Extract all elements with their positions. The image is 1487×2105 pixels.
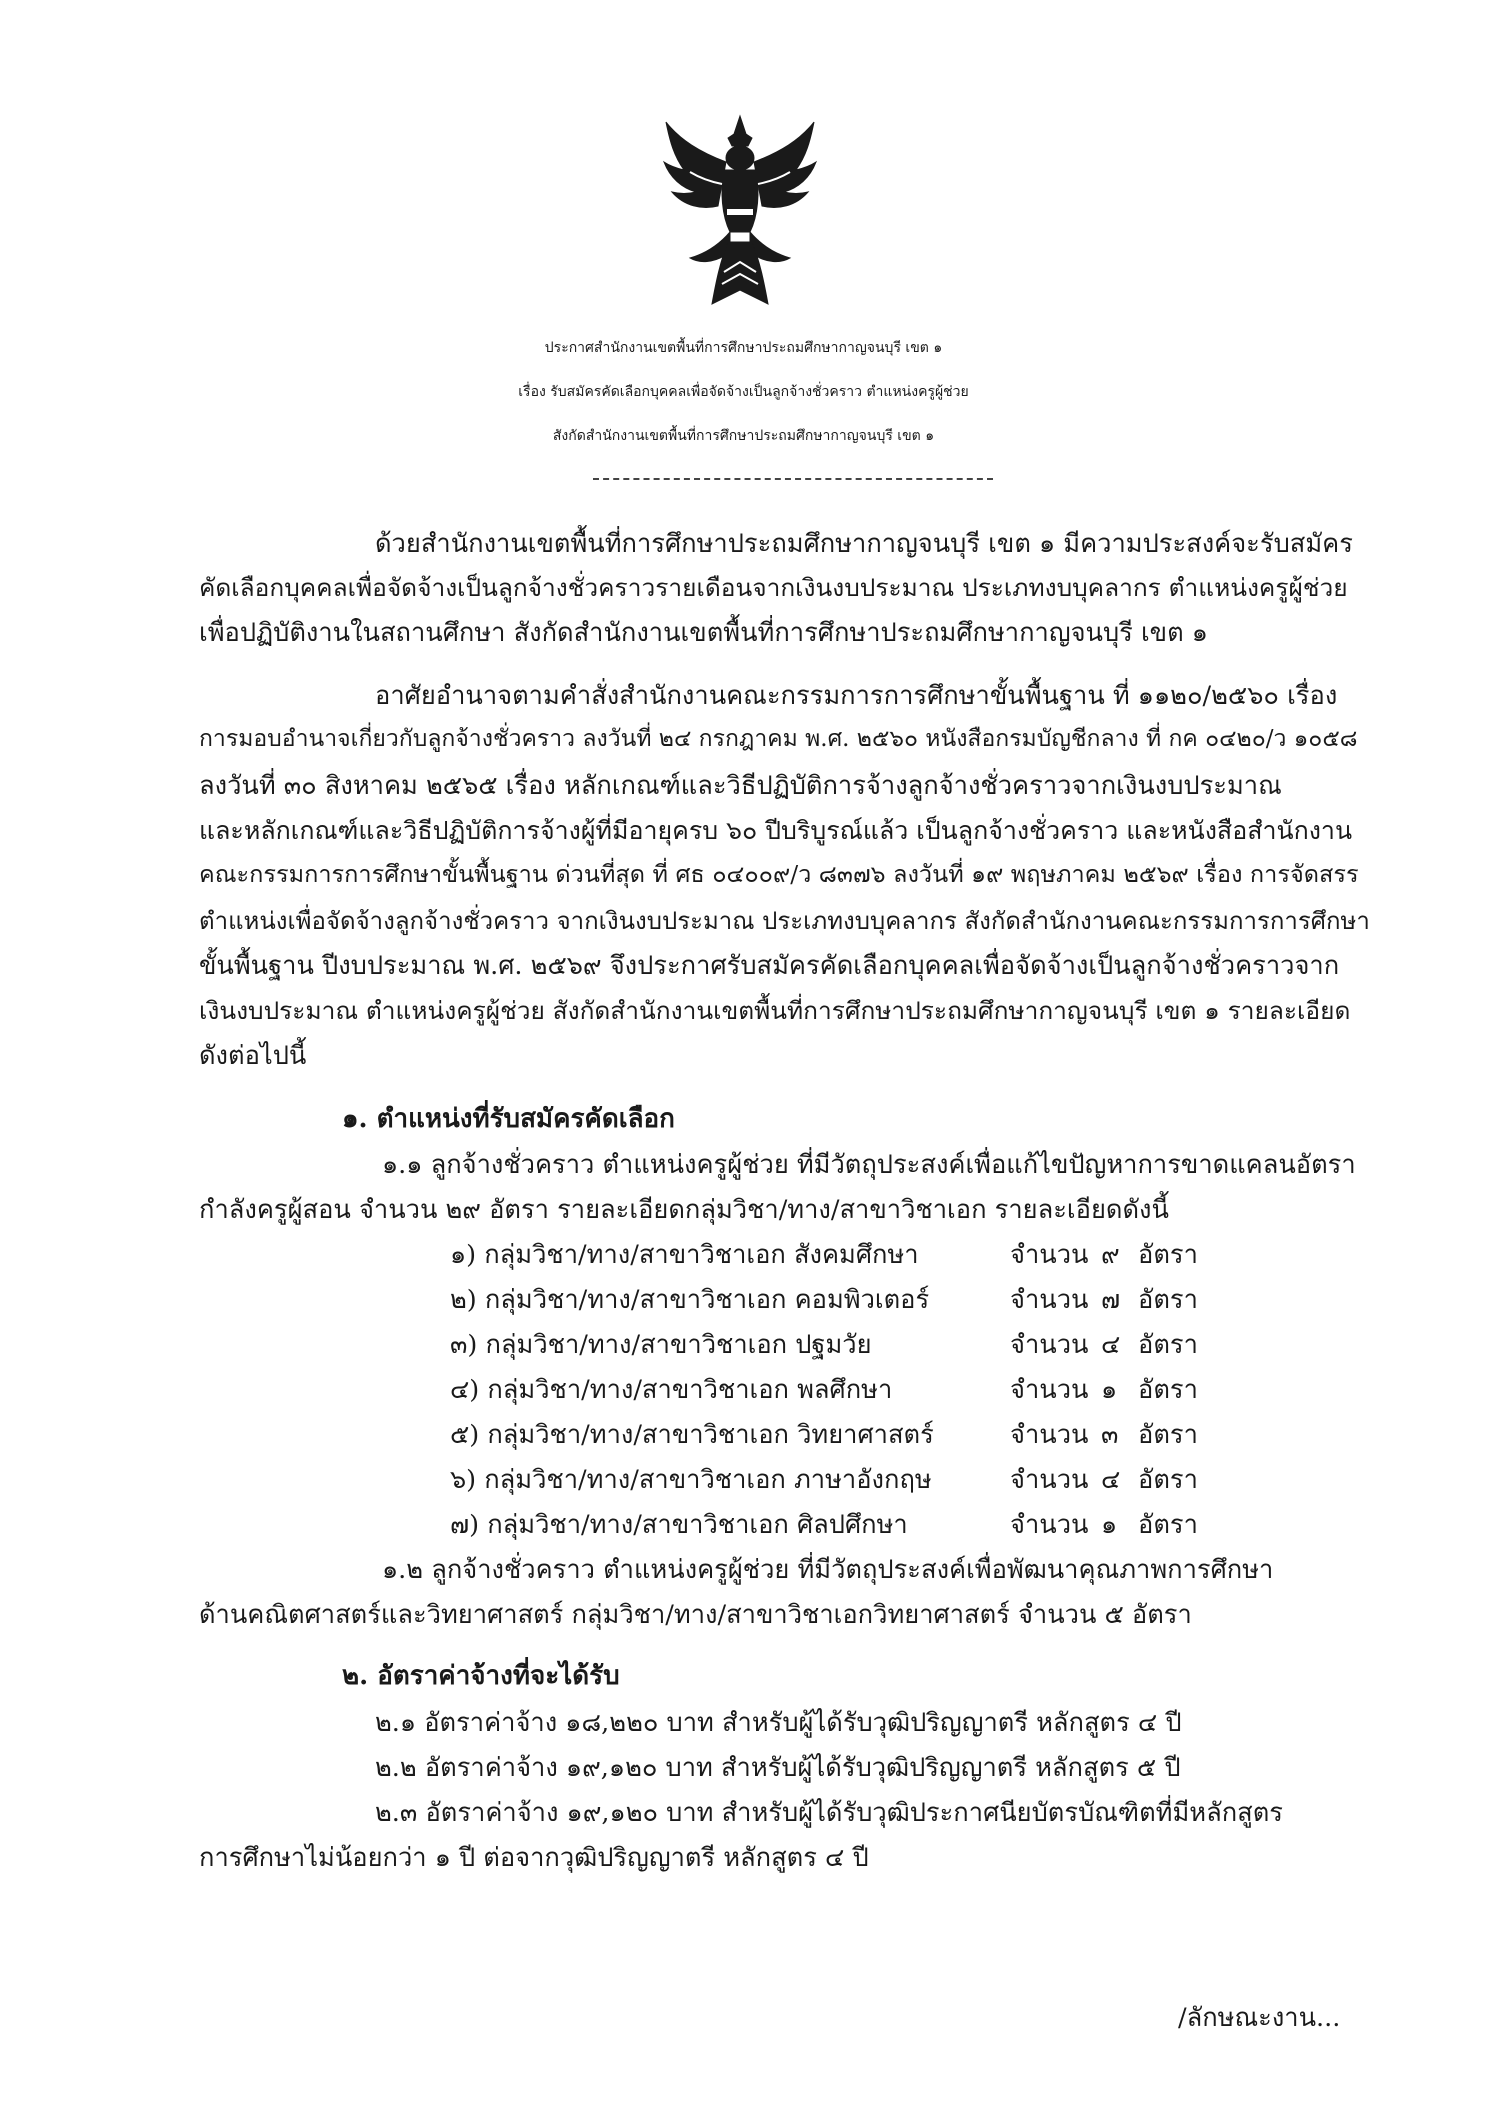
section-1-2-line-2: ด้านคณิตศาสตร์และวิทยาศาสตร์ กลุ่มวิชา/ทาง/สาขาวิชาเอกวิทยาศาสตร์ จำนวน ๕ อัตรา [199, 1600, 1192, 1630]
list-item [450, 1280, 1210, 1320]
authority-line: ขั้นพื้นฐาน ปีงบประมาณ พ.ศ. ๒๕๖๙ จึงประกาศรับสมัครคัดเลือกบุคคลเพื่อจัดจ้างเป็นลูกจ้างชั่วคราวจาก [199, 951, 1340, 981]
section-1-1-line-1: ๑.๑ ลูกจ้างชั่วคราว ตำแหน่งครูผู้ช่วย ที่มีวัตถุประสงค์เพื่อแก้ไขปัญหาการขาดแคลนอัตรา [382, 1150, 1356, 1180]
item-count-label: จำนวน [1010, 1330, 1089, 1360]
header-line-2: เรื่อง รับสมัครคัดเลือกบุคคลเพื่อจัดจ้างเป็นลูกจ้างชั่วคราว ตำแหน่งครูผู้ช่วย [518, 384, 969, 400]
item-name: ๓) กลุ่มวิชา/ทาง/สาขาวิชาเอก ปฐมวัย [450, 1330, 872, 1360]
section-1-1-line-2: กำลังครูผู้สอน จำนวน ๒๙ อัตรา รายละเอียดกลุ่มวิชา/ทาง/สาขาวิชาเอก รายละเอียดดังนี้ [199, 1195, 1169, 1225]
item-name: ๒) กลุ่มวิชา/ทาง/สาขาวิชาเอก คอมพิวเตอร์ [450, 1285, 930, 1315]
list-item [450, 1415, 1210, 1455]
page-continuation: /ลักษณะงาน... [1178, 2003, 1341, 2033]
item-unit: อัตรา [1138, 1420, 1198, 1450]
item-name: ๕) กลุ่มวิชา/ทาง/สาขาวิชาเอก วิทยาศาสตร์ [450, 1420, 934, 1450]
rate-line: ๒.๒ อัตราค่าจ้าง ๑๙,๑๒๐ บาท สำหรับผู้ได้รับวุฒิปริญญาตรี หลักสูตร ๕ ปี [375, 1753, 1181, 1783]
intro-line: เพื่อปฏิบัติงานในสถานศึกษา สังกัดสำนักงานเขตพื้นที่การศึกษาประถมศึกษากาญจนบุรี เขต ๑ [199, 618, 1208, 648]
section-2-heading: ๒. อัตราค่าจ้างที่จะได้รับ [342, 1661, 620, 1691]
authority-line: เงินงบประมาณ ตำแหน่งครูผู้ช่วย สังกัดสำนักงานเขตพื้นที่การศึกษาประถมศึกษากาญจนบุรี เขต ๑ รายละเอียด [199, 996, 1351, 1025]
announcement-header [0, 326, 1487, 458]
item-name: ๔) กลุ่มวิชา/ทาง/สาขาวิชาเอก พลศึกษา [450, 1375, 893, 1405]
list-item [450, 1370, 1210, 1410]
item-count: ๙ [1101, 1240, 1120, 1270]
intro-line: คัดเลือกบุคคลเพื่อจัดจ้างเป็นลูกจ้างชั่วคราวรายเดือนจากเงินงบประมาณ ประเภทงบบุคลากร ตำแหน่งครูผู้ช่วย [199, 573, 1348, 602]
list-item [450, 1460, 1210, 1500]
authority-line: ตำแหน่งเพื่อจัดจ้างลูกจ้างชั่วคราว จากเงินงบประมาณ ประเภทงบบุคลากร สังกัดสำนักงานคณะกรรมการการศึกษา [199, 907, 1370, 935]
item-count-label: จำนวน [1010, 1240, 1089, 1270]
item-unit: อัตรา [1138, 1510, 1198, 1540]
section-1-2-line-1: ๑.๒ ลูกจ้างชั่วคราว ตำแหน่งครูผู้ช่วย ที่มีวัตถุประสงค์เพื่อพัฒนาคุณภาพการศึกษา [382, 1555, 1274, 1585]
intro-line: ด้วยสำนักงานเขตพื้นที่การศึกษาประถมศึกษากาญจนบุรี เขต ๑ มีความประสงค์จะรับสมัคร [375, 529, 1353, 559]
header-line-1: ประกาศสำนักงานเขตพื้นที่การศึกษาประถมศึกษากาญจนบุรี เขต ๑ [544, 340, 943, 356]
garuda-emblem-icon [660, 112, 820, 312]
item-count: ๑ [1101, 1375, 1118, 1405]
item-count: ๓ [1101, 1420, 1119, 1450]
item-unit: อัตรา [1138, 1240, 1198, 1270]
list-item [450, 1505, 1210, 1545]
item-count: ๑ [1101, 1510, 1118, 1540]
authority-line: และหลักเกณฑ์และวิธีปฏิบัติการจ้างผู้ที่มีอายุครบ ๖๐ ปีบริบูรณ์แล้ว เป็นลูกจ้างชั่วคราว และหนังสือสำนักงาน [199, 816, 1353, 845]
header-line-3: สังกัดสำนักงานเขตพื้นที่การศึกษาประถมศึกษากาญจนบุรี เขต ๑ [552, 428, 935, 444]
item-unit: อัตรา [1138, 1465, 1198, 1495]
item-count-label: จำนวน [1010, 1285, 1089, 1315]
item-count: ๔ [1101, 1465, 1121, 1495]
item-name: ๖) กลุ่มวิชา/ทาง/สาขาวิชาเอก ภาษาอังกฤษ [450, 1465, 932, 1495]
rate-line-continued: การศึกษาไม่น้อยกว่า ๑ ปี ต่อจากวุฒิปริญญาตรี หลักสูตร ๔ ปี [199, 1843, 869, 1873]
authority-line: การมอบอำนาจเกี่ยวกับลูกจ้างชั่วคราว ลงวันที่ ๒๔ กรกฎาคม พ.ศ. ๒๕๖๐ หนังสือกรมบัญชีกลาง ที่ กค ๐๔๒๐/ว ๑๐๕๘ [199, 726, 1358, 752]
item-unit: อัตรา [1138, 1375, 1198, 1405]
authority-line: ดังต่อไปนี้ [199, 1041, 307, 1071]
header-separator [593, 478, 993, 480]
item-count-label: จำนวน [1010, 1375, 1089, 1405]
list-item [450, 1235, 1210, 1275]
item-unit: อัตรา [1138, 1330, 1198, 1360]
item-count-label: จำนวน [1010, 1510, 1089, 1540]
list-item [450, 1325, 1210, 1365]
authority-line: คณะกรรมการการศึกษาขั้นพื้นฐาน ด่วนที่สุด ที่ ศธ ๐๔๐๐๙/ว ๘๓๗๖ ลงวันที่ ๑๙ พฤษภาคม ๒๕๖๙ เรื่อง การจัดสรร [199, 860, 1359, 888]
authority-line: ลงวันที่ ๓๐ สิงหาคม ๒๕๖๕ เรื่อง หลักเกณฑ์และวิธีปฏิบัติการจ้างลูกจ้างชั่วคราวจากเงินงบประมาณ [199, 771, 1282, 801]
item-unit: อัตรา [1138, 1285, 1198, 1315]
item-count: ๔ [1101, 1330, 1121, 1360]
section-1-heading: ๑. ตำแหน่งที่รับสมัครคัดเลือก [342, 1104, 675, 1134]
item-name: ๗) กลุ่มวิชา/ทาง/สาขาวิชาเอก ศิลปศึกษา [450, 1510, 908, 1540]
item-count: ๗ [1101, 1285, 1121, 1315]
rate-line: ๒.๑ อัตราค่าจ้าง ๑๘,๒๒๐ บาท สำหรับผู้ได้รับวุฒิปริญญาตรี หลักสูตร ๔ ปี [375, 1708, 1182, 1738]
authority-line: อาศัยอำนาจตามคำสั่งสำนักงานคณะกรรมการการศึกษาขั้นพื้นฐาน ที่ ๑๑๒๐/๒๕๖๐ เรื่อง [375, 681, 1338, 711]
rate-line: ๒.๓ อัตราค่าจ้าง ๑๙,๑๒๐ บาท สำหรับผู้ได้รับวุฒิประกาศนียบัตรบัณฑิตที่มีหลักสูตร [375, 1798, 1283, 1828]
item-count-label: จำนวน [1010, 1465, 1089, 1495]
item-name: ๑) กลุ่มวิชา/ทาง/สาขาวิชาเอก สังคมศึกษา [450, 1240, 919, 1270]
item-count-label: จำนวน [1010, 1420, 1089, 1450]
